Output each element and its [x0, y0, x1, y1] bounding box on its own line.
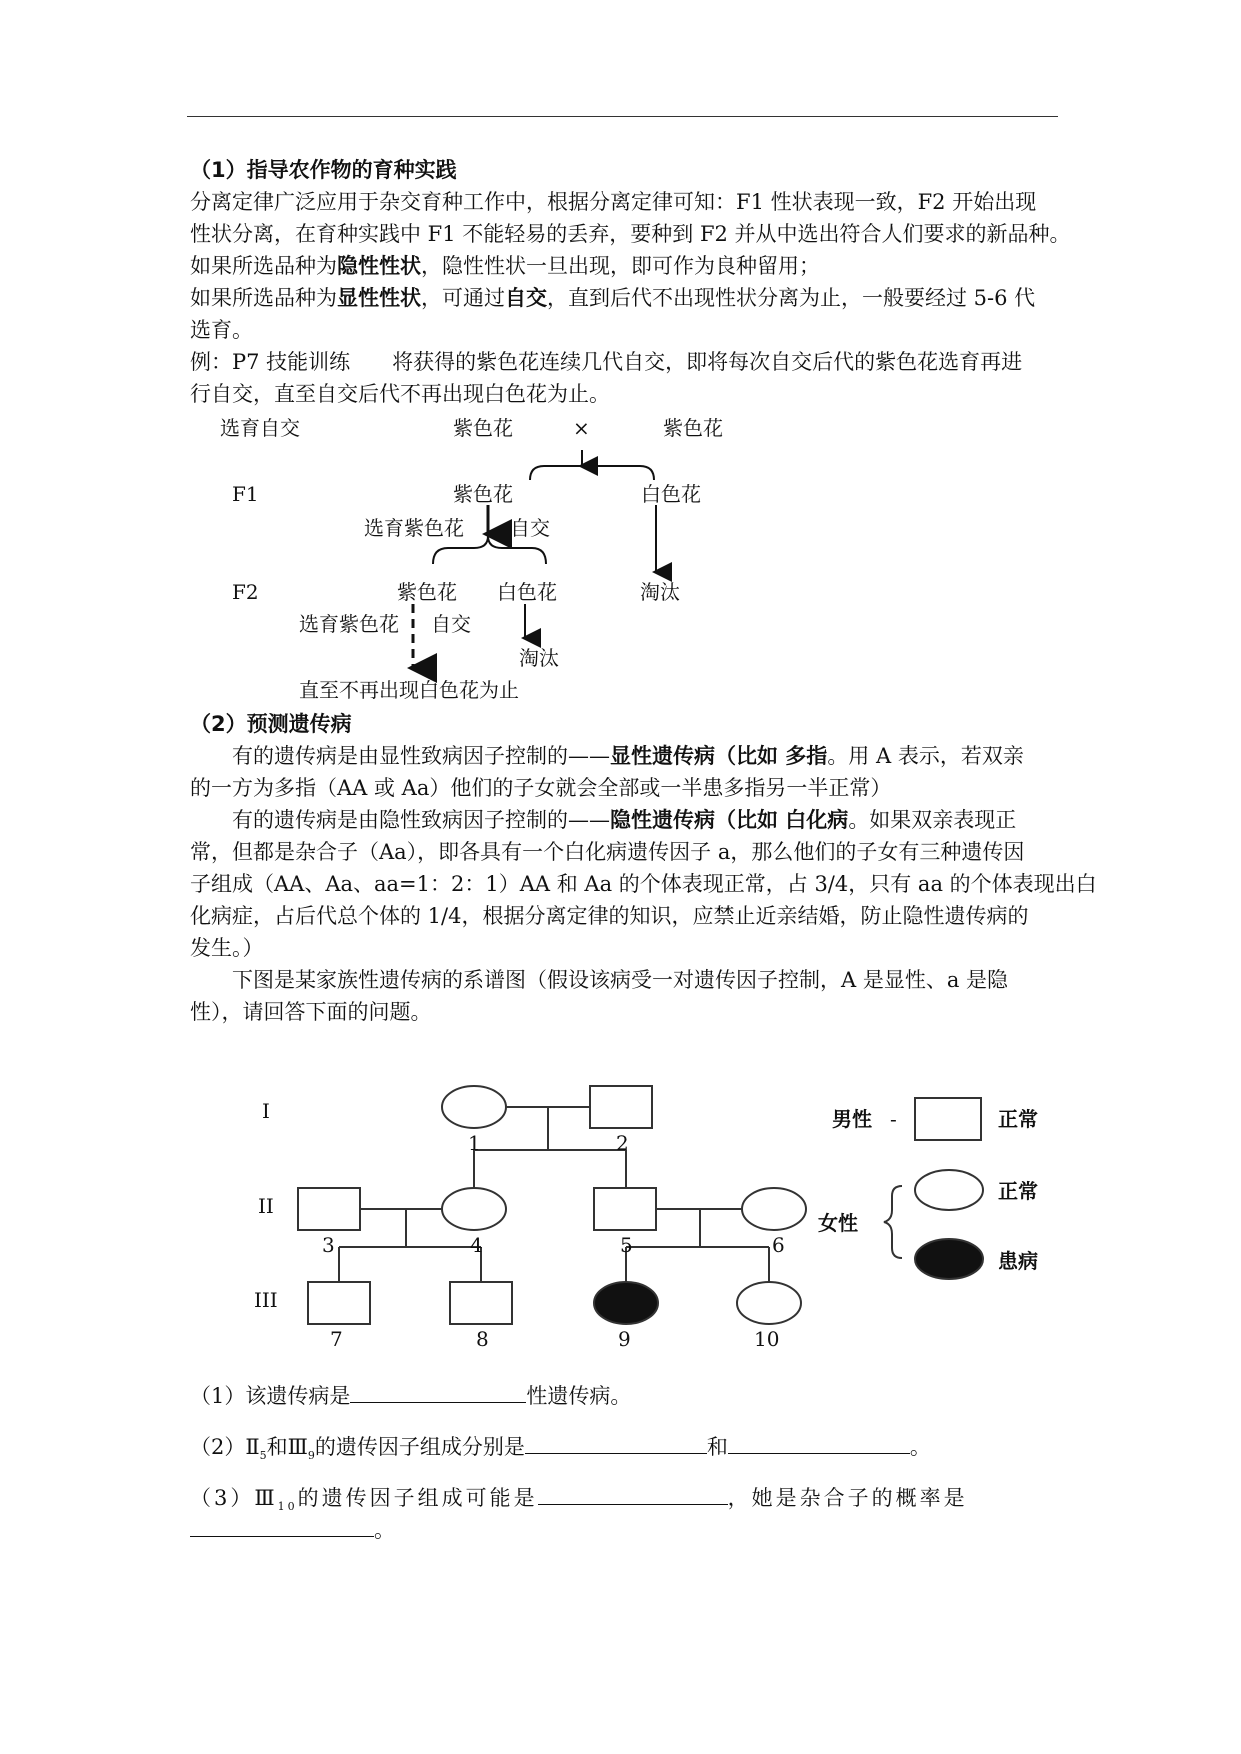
paragraph-line: 常，但都是杂合子（Aa），即各具有一个白化病遗传因子 a，那么他们的子女有三种遗传因 — [190, 840, 1025, 864]
paragraph-line: 下图是某家族性遗传病的系谱图（假设该病受一对遗传因子控制，A 是显性、a 是隐 — [232, 968, 1009, 992]
legend-dash: - — [890, 1107, 897, 1131]
legend-female-normal-symbol — [915, 1170, 983, 1210]
breeding-eliminate: 淘汰 — [519, 646, 559, 670]
breeding-f2-purple: 紫色花 — [397, 580, 457, 604]
pedigree-id: 5 — [620, 1233, 633, 1257]
pedigree-gen-label: II — [258, 1194, 274, 1218]
paragraph-line: 例：P7 技能训练 将获得的紫色花连续几代自交，即将每次自交后代的紫色花选育再进 — [190, 350, 1023, 374]
pedigree-female-normal — [442, 1188, 506, 1230]
breeding-f2-white: 白色花 — [497, 580, 557, 604]
paragraph-line: 如果所选品种为显性性状，可通过自交，直到后代不出现性状分离为止，一般要经过 5-6 代 — [190, 286, 1036, 310]
breeding-select-purple: 选育紫色花 — [364, 516, 464, 540]
pedigree-female-normal — [442, 1086, 506, 1128]
pedigree-id: 8 — [476, 1327, 489, 1351]
pedigree-id: 10 — [754, 1327, 780, 1351]
breeding-f1-purple: 紫色花 — [453, 482, 513, 506]
section2-heading: （2）预测遗传病 — [190, 712, 352, 736]
breeding-cross-sign: × — [573, 416, 590, 440]
pedigree-id: 1 — [468, 1131, 481, 1155]
breeding-label-select-self: 选育自交 — [220, 416, 300, 440]
legend-affected-label: 患病 — [998, 1249, 1038, 1273]
paragraph-line: 有的遗传病是由显性致病因子控制的——显性遗传病（比如 多指。用 A 表示，若双亲 — [232, 744, 1024, 768]
paragraph-line: 性状分离，在育种实践中 F1 不能轻易的丢弃，要种到 F2 并从中选出符合人们要求的新品种。 — [190, 222, 1071, 246]
paragraph-line: 如果所选品种为隐性性状，隐性性状一旦出现，即可作为良种留用； — [190, 254, 820, 278]
pedigree-male-normal — [450, 1282, 512, 1324]
breeding-select-purple: 选育紫色花 — [299, 612, 399, 636]
legend-female-label: 女性 — [818, 1211, 858, 1235]
breeding-until: 直至不再出现白色花为止 — [299, 678, 519, 702]
legend-female-affected-symbol — [915, 1239, 983, 1279]
legend-normal-label: 正常 — [998, 1107, 1038, 1131]
pedigree-female-normal — [737, 1282, 801, 1324]
paragraph-line: 选育。 — [190, 318, 253, 342]
question-1: （1）该遗传病是 性遗传病。 — [190, 1380, 631, 1412]
answer-blank[interactable] — [350, 1380, 526, 1403]
pedigree-id: 3 — [322, 1233, 335, 1257]
pedigree-male-normal — [298, 1188, 360, 1230]
paragraph-line: 有的遗传病是由隐性致病因子控制的——隐性遗传病（比如 白化病。如果双亲表现正 — [232, 808, 1017, 832]
breeding-gen-f2: F2 — [232, 580, 259, 604]
pedigree-id: 6 — [772, 1233, 785, 1257]
pedigree-female-normal — [742, 1188, 806, 1230]
pedigree-id: 4 — [470, 1233, 483, 1257]
pedigree-gen-label: I — [262, 1099, 270, 1123]
paragraph-line: 的一方为多指（AA 或 Aa）他们的子女就会全部或一半患多指另一半正常） — [190, 776, 892, 800]
breeding-f1-white: 白色花 — [641, 482, 701, 506]
section1-heading: （1）指导农作物的育种实践 — [190, 158, 457, 182]
pedigree-male-normal — [308, 1282, 370, 1324]
question-3: $(3)Ⅲ_{10}$的遗传因子组成可能是 ，她是杂合子的概率是 — [190, 1482, 968, 1523]
paragraph-line: 化病症，占后代总个体的 1/4，根据分离定律的知识，应禁止近亲结婚，防止隐性遗传病的 — [190, 904, 1029, 928]
answer-blank[interactable] — [525, 1431, 707, 1454]
breeding-eliminate: 淘汰 — [640, 580, 680, 604]
pedigree-gen-label: III — [254, 1288, 278, 1312]
paragraph-line: 分离定律广泛应用于杂交育种工作中，根据分离定律可知：F1 性状表现一致，F2 开始出现 — [190, 190, 1037, 214]
breeding-selfing: 自交 — [510, 516, 550, 540]
legend-male-label: 男性 — [832, 1107, 872, 1131]
question-2: $(2)Ⅱ_5$和$Ⅲ_9$的遗传因子组成分别是 和 。 — [190, 1431, 931, 1472]
question-3-cont: 。 — [190, 1514, 395, 1546]
answer-blank[interactable] — [538, 1482, 728, 1505]
breeding-selfing: 自交 — [431, 612, 471, 636]
pedigree-male-normal — [590, 1086, 652, 1128]
pedigree-id: 7 — [330, 1327, 343, 1351]
pedigree-male-normal — [594, 1188, 656, 1230]
pedigree-female-affected — [594, 1282, 658, 1324]
pedigree-id: 9 — [618, 1327, 631, 1351]
paragraph-line: 子组成（AA、Aa、aa=1：2：1）AA 和 Aa 的个体表现正常，占 3/4，只有 aa 的个体表现出白 — [190, 872, 1097, 896]
legend-brace — [884, 1186, 902, 1258]
pedigree-id: 2 — [616, 1131, 629, 1155]
legend-normal-label: 正常 — [998, 1179, 1038, 1203]
paragraph-line: 行自交，直至自交后代不再出现白色花为止。 — [190, 382, 610, 406]
answer-blank[interactable] — [190, 1514, 374, 1537]
breeding-parent-purple: 紫色花 — [663, 416, 723, 440]
breeding-parent-purple: 紫色花 — [453, 416, 513, 440]
answer-blank[interactable] — [728, 1431, 910, 1454]
paragraph-line: 发生。） — [190, 936, 264, 960]
paragraph-line: 性），请回答下面的问题。 — [190, 1000, 432, 1024]
breeding-gen-f1: F1 — [232, 482, 259, 506]
legend-male-normal-symbol — [915, 1098, 981, 1140]
